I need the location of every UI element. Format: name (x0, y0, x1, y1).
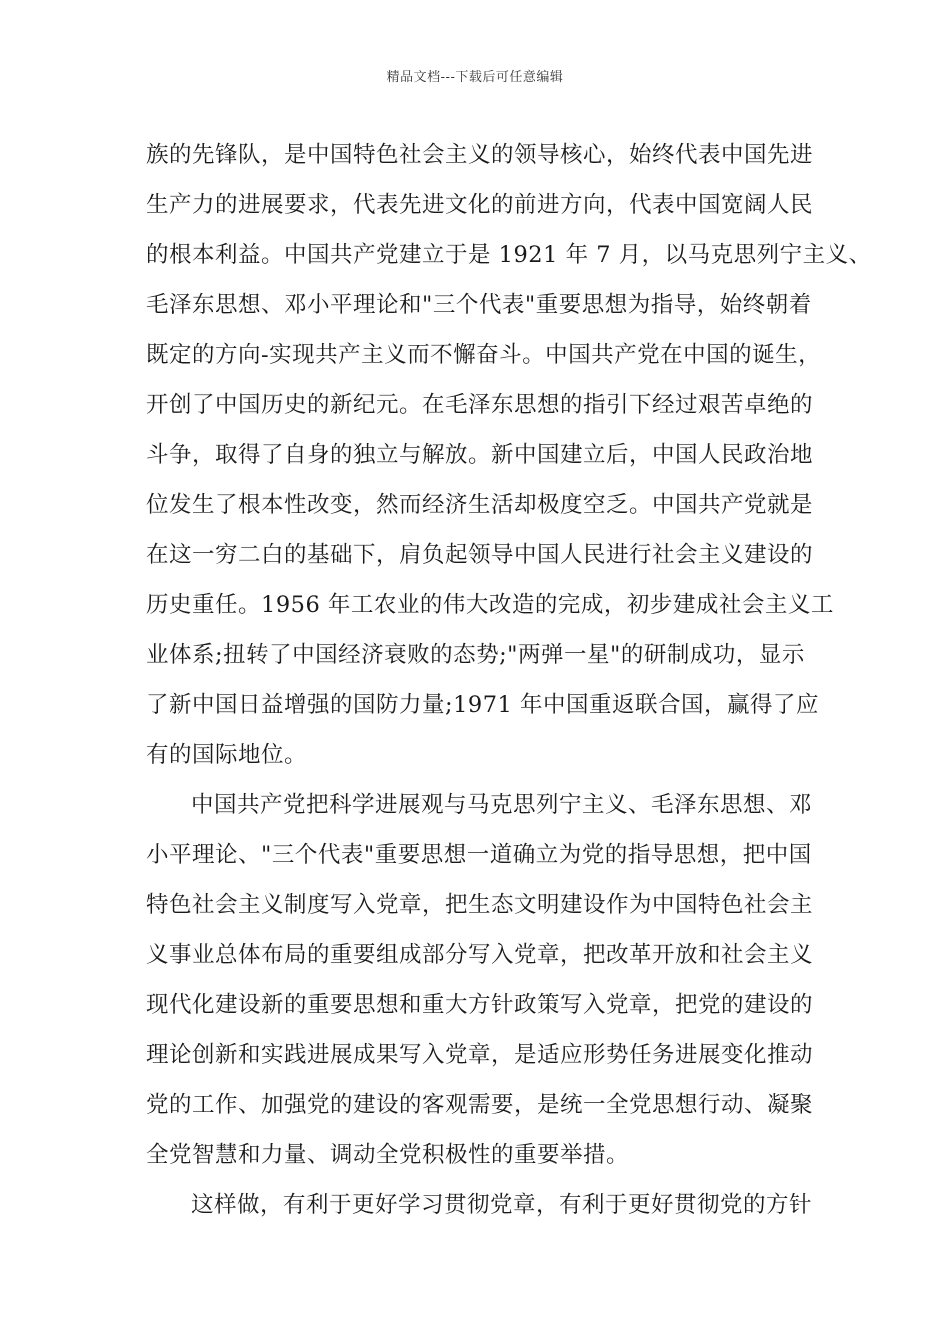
text-line: 有的国际地位。 (146, 742, 308, 768)
text-line: 开创了中国历史的新纪元。在毛泽东思想的指引下经过艰苦卓绝的 (146, 392, 814, 418)
text-line: 的根本利益。中国共产党建立于是 1921 年 7 月，以马克思列宁主义、 (146, 242, 872, 268)
text-line: 族的先锋队，是中国特色社会主义的领导核心，始终代表中国先进 (146, 142, 814, 168)
text-line: 位发生了根本性改变，然而经济生活却极度空乏。中国共产党就是 (146, 492, 814, 518)
text-line: 在这一穷二白的基础下，肩负起领导中国人民进行社会主义建设的 (146, 542, 814, 568)
paragraph-1 (146, 130, 872, 780)
text-line: 斗争，取得了自身的独立与解放。新中国建立后，中国人民政治地 (146, 442, 814, 468)
page-header: 精品文档---下载后可任意编辑 (386, 70, 564, 85)
text-line: 现代化建设新的重要思想和重大方针政策写入党章，把党的建设的 (146, 992, 814, 1018)
text-line: 特色社会主义制度写入党章，把生态文明建设作为中国特色社会主 (146, 892, 814, 918)
text-line: 毛泽东思想、邓小平理论和"三个代表"重要思想为指导，始终朝着 (146, 292, 812, 318)
document-body (146, 130, 872, 1230)
text-line: 全党智慧和力量、调动全党积极性的重要举措。 (146, 1142, 630, 1168)
text-line: 党的工作、加强党的建设的客观需要，是统一全党思想行动、凝聚 (146, 1092, 814, 1118)
text-line: 小平理论、"三个代表"重要思想一道确立为党的指导思想，把中国 (146, 842, 812, 868)
paragraph-2 (146, 780, 826, 1180)
text-line: 义事业总体布局的重要组成部分写入党章，把改革开放和社会主义 (146, 942, 814, 968)
text-line: 生产力的进展要求，代表先进文化的前进方向，代表中国宽阔人民 (146, 192, 814, 218)
text-line: 了新中国日益增强的国防力量;1971 年中国重返联合国，赢得了应 (146, 692, 819, 718)
text-line: 既定的方向-实现共产主义而不懈奋斗。中国共产党在中国的诞生， (146, 342, 822, 368)
text-line: 业体系;扭转了中国经济衰败的态势;"两弹一星"的研制成功，显示 (146, 642, 805, 668)
paragraph-3 (146, 1180, 826, 1230)
text-line: 这样做，有利于更好学习贯彻党章，有利于更好贯彻党的方针 (191, 1192, 813, 1218)
text-line: 中国共产党把科学进展观与马克思列宁主义、毛泽东思想、邓 (191, 792, 813, 818)
text-line: 理论创新和实践进展成果写入党章，是适应形势任务进展变化推动 (146, 1042, 814, 1068)
text-line: 历史重任。1956 年工农业的伟大改造的完成，初步建成社会主义工 (146, 592, 834, 618)
